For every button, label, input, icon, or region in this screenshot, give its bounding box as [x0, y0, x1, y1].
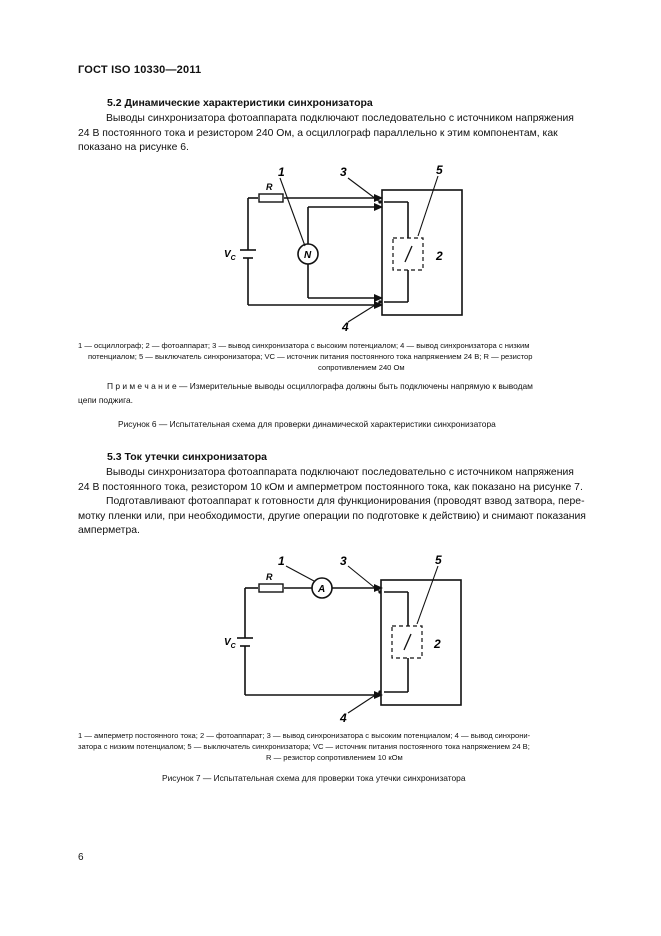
- figure-6-circuit: [200, 160, 480, 335]
- figure-7-circuit: [200, 550, 480, 725]
- legend-line: потенциалом; 5 — выключатель синхронизатора; VC — источник питания постоянного тока напряжением 24 В; R — резистор: [88, 352, 533, 361]
- vc-label: $V_C$: [224, 249, 236, 262]
- figure-7-title: Рисунок 7 — Испытательная схема для проверки тока утечки синхронизатора: [162, 773, 466, 783]
- legend-line: 1 — амперметр постоянного тока; 2 — фотоаппарат; 3 — вывод синхронизатора с высоким потенциалом; 4 — вывод синхрони-: [78, 731, 531, 740]
- figure-6-note: [107, 380, 617, 392]
- text-line: Подготавливают фотоаппарат к готовности для функционирования (проводят взвод затвора, пере-: [106, 496, 585, 508]
- text-line: Выводы синхронизатора фотоаппарата подключают последовательно с источником напряжения: [106, 467, 574, 478]
- resistor-label: R: [266, 572, 273, 582]
- section-5-2-heading: 5.2 Динамические характеристики синхронизатора: [107, 97, 373, 109]
- label-2: 2: [434, 637, 441, 651]
- label-3: 3: [340, 554, 347, 568]
- text-line: Выводы синхронизатора фотоаппарата подключают последовательно с источником напряжения: [106, 113, 574, 124]
- text-line: мотку пленки или, при необходимости, другие операции по подготовке к действию) и снимают показания: [78, 510, 586, 522]
- figure-6-title: Рисунок 6 — Испытательная схема для проверки динамической характеристики синхронизатора: [118, 419, 496, 429]
- note-text: — Измерительные выводы осциллографа должны быть подключены напрямую к выводам: [176, 381, 533, 391]
- page-number: 6: [78, 852, 84, 863]
- label-1: 1: [278, 165, 285, 179]
- figure-6-legend: [78, 340, 618, 373]
- legend-line: 1 — осциллограф; 2 — фотоаппарат; 3 — вывод синхронизатора с высоким потенциалом; 4 — вывод синхронизатора с низким: [78, 341, 530, 350]
- label-2: 2: [436, 249, 443, 263]
- section-5-3-heading: 5.3 Ток утечки синхронизатора: [107, 451, 267, 463]
- note-label: П р и м е ч а н и е: [107, 381, 177, 391]
- label-4: 4: [342, 320, 349, 334]
- section-5-3-text: [78, 466, 614, 539]
- legend-line: R — резистор сопротивлением 10 кОм: [266, 753, 403, 762]
- label-5: 5: [436, 163, 443, 177]
- oscilloscope-icon: N: [304, 250, 312, 261]
- vc-label: $V_C$: [224, 637, 236, 650]
- figure-7-legend: [78, 730, 618, 763]
- figure-6-note-cont: цепи поджига.: [78, 395, 133, 405]
- resistor-label: R: [266, 182, 273, 192]
- text-line: 24 В постоянного тока и резистором 240 Ом, а осциллограф параллельно к этим компонентам, как: [78, 127, 558, 139]
- text-line: 24 В постоянного тока, резистором 10 кОм и амперметром постоянного тока, как показано на рисунке 7.: [78, 481, 583, 493]
- label-5: 5: [435, 553, 442, 567]
- text-line: амперметра.: [78, 525, 140, 537]
- document-header: ГОСТ ISO 10330—2011: [78, 64, 202, 76]
- label-1: 1: [278, 554, 285, 568]
- section-5-2-text: [78, 112, 614, 156]
- legend-line: затора с низким потенциалом; 5 — выключатель синхронизатора; VC — источник питания постоянного тока напряжением 24 В;: [78, 742, 530, 751]
- label-4: 4: [340, 711, 347, 725]
- text-line: показано на рисунке 6.: [78, 142, 189, 154]
- ammeter-icon: A: [318, 584, 326, 595]
- label-3: 3: [340, 165, 347, 179]
- legend-line: сопротивлением 240 Ом: [318, 363, 405, 372]
